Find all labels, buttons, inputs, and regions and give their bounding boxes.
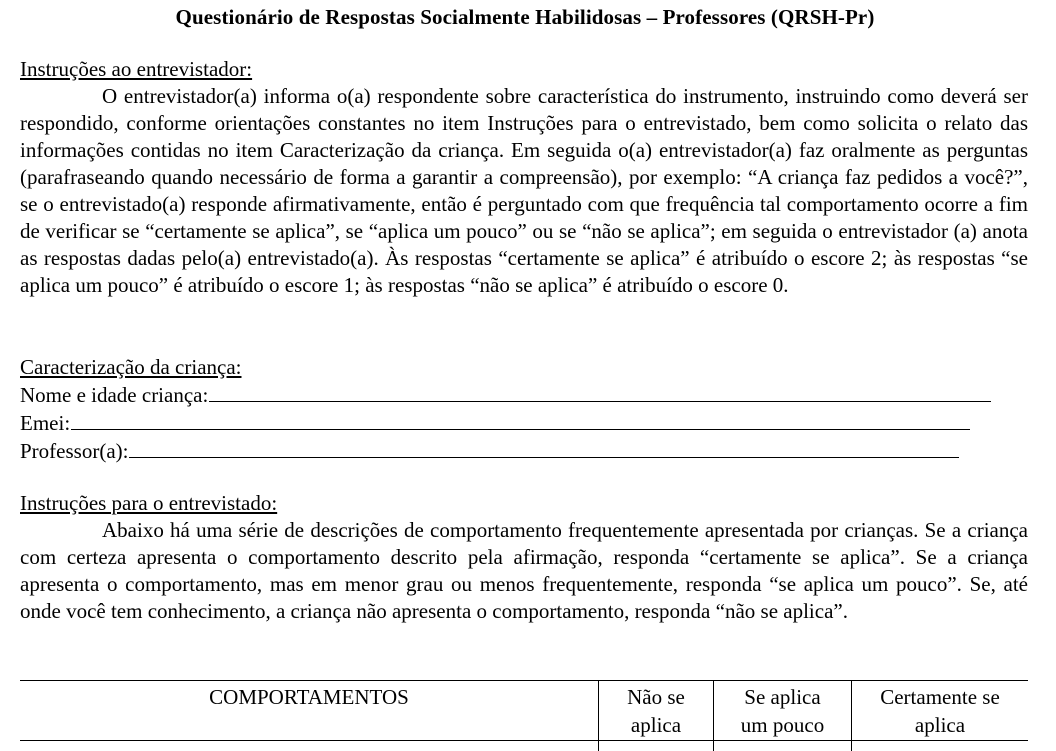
name-age-field	[20, 381, 1028, 409]
emei-label: Emei:	[20, 411, 71, 435]
header-not-applies: Não se aplica	[598, 681, 713, 751]
teacher-blank-line[interactable]	[129, 437, 959, 458]
document-title: Questionário de Respostas Socialmente Habilidosas – Professores (QRSH-Pr)	[175, 5, 875, 29]
interviewer-instructions-section	[20, 56, 1028, 299]
child-characterization-heading: Caracterização da criança:	[20, 355, 242, 379]
header-behaviors: COMPORTAMENTOS	[209, 685, 409, 709]
emei-blank-line[interactable]	[71, 409, 970, 430]
emei-field	[20, 409, 1028, 437]
name-age-label: Nome e idade criança:	[20, 383, 209, 407]
respondent-instructions-section	[20, 490, 1028, 625]
table-header-bottom-rule	[20, 740, 1028, 741]
respondent-instructions-heading: Instruções para o entrevistado:	[20, 491, 278, 515]
behavior-table-header	[20, 680, 1028, 751]
teacher-label: Professor(a):	[20, 439, 129, 463]
child-characterization-section	[20, 354, 1028, 465]
teacher-field	[20, 437, 1028, 465]
interviewer-instructions-heading: Instruções ao entrevistador:	[20, 57, 253, 81]
name-age-blank-line[interactable]	[209, 381, 991, 402]
header-applies-little: Se aplica um pouco	[713, 681, 851, 751]
document-page	[20, 0, 1030, 623]
interviewer-instructions-body: O entrevistador(a) informa o(a) respondente sobre característica do instrumento, instruindo como deverá ser respondido, conforme orientações constantes no item Instruções para o entrevistado, bem como solicita o relato das informações contidas no item Caracterização da criança. Em seguida o(a) entrevistador(a) faz oralmente as perguntas (parafraseando quando necessário de forma a garantir a compreensão), por exemplo: “A criança faz pedidos a você?”, se o entrevistado(a) responde afirmativamente, então é perguntado com que frequência tal comportamento ocorre a fim de verificar se “certamente se aplica”, se “aplica um pouco” ou se “não se aplica”; em seguida o entrevistador (a) anota as respostas dadas pelo(a) entrevistado(a). Às respostas “certamente se aplica” é atribuído o escore 2; às respostas “se aplica um pouco” é atribuído o escore 1; às respostas “não se aplica” é atribuído o escore 0.	[20, 84, 1028, 297]
respondent-instructions-body: Abaixo há uma série de descrições de comportamento frequentemente apresentada por crianças. Se a criança com certeza apresenta o comportamento descrito pela afirmação, responda “certamente se aplica”. Se a criança apresenta o comportamento, mas em menor grau ou menos frequentemente, responda “se aplica um pouco”. Se, até onde você tem conhecimento, a criança não apresenta o comportamento, responda “não se aplica”.	[20, 518, 1028, 623]
header-certainly-applies: Certamente se aplica	[851, 681, 1028, 751]
